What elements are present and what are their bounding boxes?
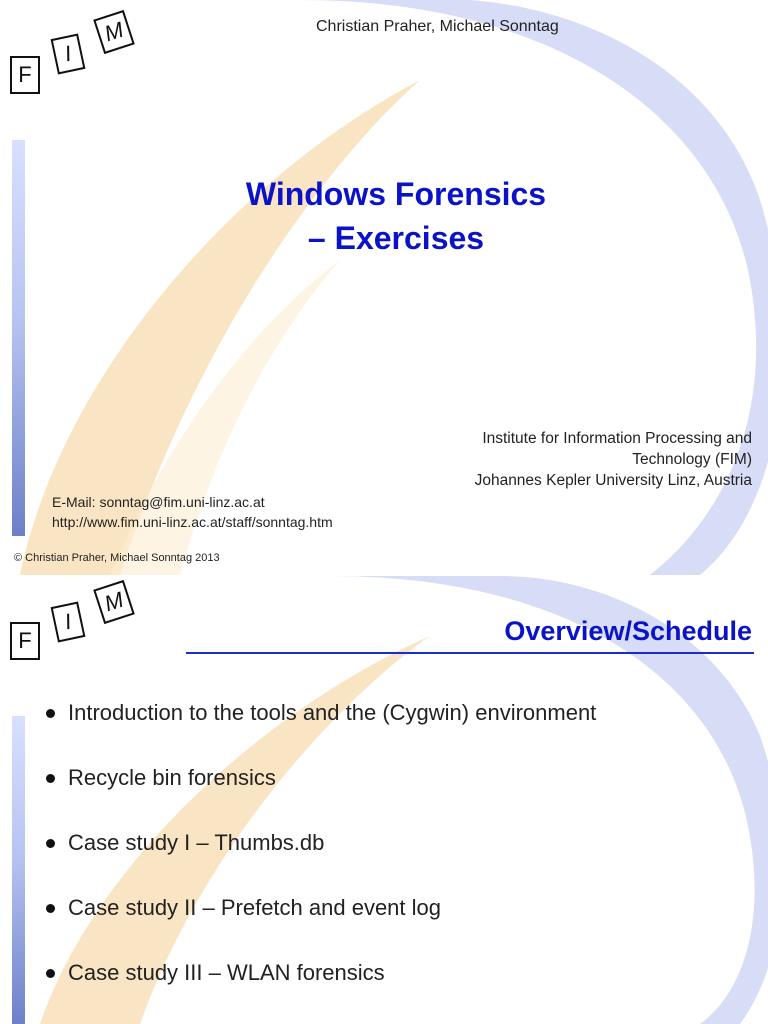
email-text: E-Mail: sonntag@fim.uni-linz.ac.at	[52, 494, 265, 510]
bullet-icon	[46, 904, 55, 913]
logo-letter-f: F	[10, 622, 40, 660]
sidebar-bar	[12, 140, 25, 536]
copyright-text: © Christian Praher, Michael Sonntag 2013	[14, 552, 220, 564]
institute-line2: Technology (FIM)	[632, 451, 752, 468]
logo-letter-i: I	[51, 601, 86, 642]
list-item	[46, 830, 596, 895]
logo-letter-m: M	[93, 580, 135, 624]
slide-title	[120, 172, 672, 260]
list-item	[46, 700, 596, 765]
bullet-text: Case study II – Prefetch and event log	[68, 895, 442, 920]
bullet-icon	[46, 709, 55, 718]
slide-authors: Christian Praher, Michael Sonntag	[316, 18, 559, 35]
bullet-text: Case study I – Thumbs.db	[68, 830, 325, 855]
bullet-text: Introduction to the tools and the (Cygwin) environment	[68, 700, 597, 725]
bullet-text: Recycle bin forensics	[68, 765, 276, 790]
bullet-icon	[46, 969, 55, 978]
bullet-text: Case study III – WLAN forensics	[68, 960, 385, 985]
slide-title-line1: Windows Forensics	[245, 176, 547, 212]
list-item	[46, 960, 596, 1024]
list-item	[46, 895, 596, 960]
bullet-icon	[46, 839, 55, 848]
title-underline	[186, 652, 754, 654]
slide-title: Overview/Schedule	[504, 616, 752, 646]
institute-line1: Institute for Information Processing and	[482, 430, 752, 447]
list-item	[46, 765, 596, 830]
slide-title-line2: – Exercises	[307, 220, 485, 256]
institute-line3: Johannes Kepler University Linz, Austria	[474, 472, 752, 489]
contact-block	[52, 492, 333, 532]
overview-slide	[0, 576, 768, 1024]
sidebar-bar	[12, 716, 25, 1024]
bullet-icon	[46, 774, 55, 783]
logo-letter-m: M	[93, 10, 135, 54]
logo-letter-f: F	[10, 56, 40, 94]
logo-letter-i: I	[51, 33, 86, 74]
institute-block	[392, 428, 752, 491]
url-link[interactable]: http://www.fim.uni-linz.ac.at/staff/sonntag.htm	[52, 514, 333, 530]
bullet-list	[46, 700, 596, 1024]
